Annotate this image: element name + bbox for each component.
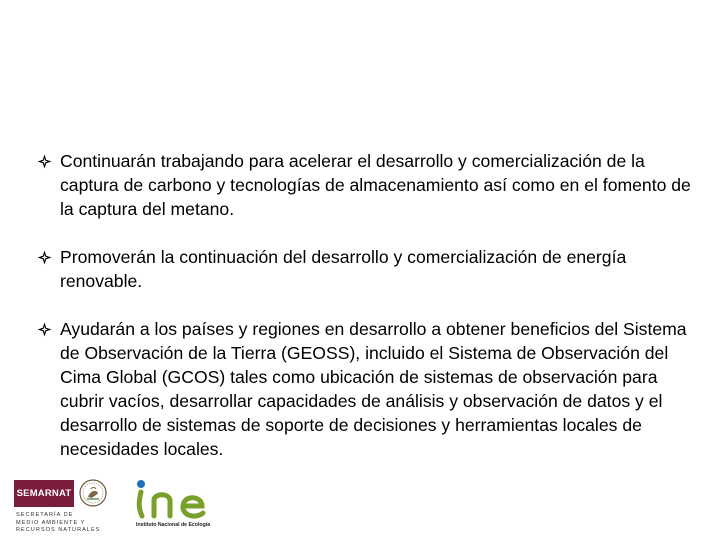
semarnat-wordmark: SEMARNAT [14, 480, 74, 507]
semarnat-subtitle-line: MEDIO AMBIENTE Y [16, 519, 86, 526]
diamond-bullet-icon [37, 149, 60, 173]
semarnat-subtitle-line: SECRETARÍA DE [16, 512, 74, 518]
bullet-item [37, 245, 697, 293]
ine-logo-mark [132, 478, 228, 522]
ine-logo [132, 478, 228, 536]
semarnat-logo [14, 478, 108, 536]
diamond-bullet-icon [37, 245, 60, 269]
bullet-text: Ayudarán a los países y regiones en desarrollo a obtener beneficios del Sistema de Observación de la Tierra (GEOSS), incluido el Sistema de Observación del Cima Global (GCOS) tales como ubicación de sistemas de observación para cubrir vacíos, desarrollar capacidades de análisis y observación de datos y el desarrollo de sistemas de soporte de decisiones y herramientas locales de necesidades locales. [60, 319, 687, 459]
bullet-text: Promoverán la continuación del desarrollo y comercialización de energía renovable. [60, 247, 627, 291]
ine-caption: Instituto Nacional de Ecología [136, 522, 211, 528]
mexico-seal-icon [78, 478, 108, 508]
semarnat-subtitle-line: RECURSOS NATURALES [16, 527, 101, 533]
bullet-list [37, 149, 697, 461]
bullet-item [37, 317, 697, 461]
semarnat-header [14, 478, 108, 508]
diamond-bullet-icon [37, 317, 60, 341]
bullet-text: Continuarán trabajando para acelerar el desarrollo y comercialización de la captura de carbono y tecnologías de almacenamiento así como en el fomento de la captura del metano. [60, 151, 691, 219]
bullet-item [37, 149, 697, 221]
semarnat-subtitle [16, 512, 110, 535]
